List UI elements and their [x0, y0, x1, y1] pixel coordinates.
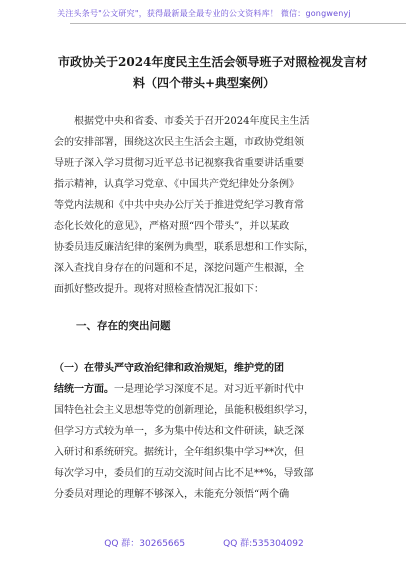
intro-line: 深入查找自身存在的问题和不足，深挖问题产生根源，全	[54, 263, 304, 274]
top-banner: 关注头条号"公文研究"，获得最新最全最专业的公文资料库！ 微信：gongwenyj	[57, 9, 351, 18]
section-paragraph	[54, 358, 360, 505]
intro-paragraph	[54, 111, 360, 300]
intro-line: 根据党中央和省委、市委关于召开2024年度民主生活	[54, 116, 310, 127]
intro-line: 指示精神，认真学习党章、《中国共产党纪律处分条例》	[54, 179, 299, 190]
document-title	[58, 52, 368, 94]
para-line: 分委员对理论的理解不够深入，未能充分领悟“两个确	[54, 489, 290, 500]
para-line: 入研讨和系统研究。据统计，全年组织集中学习**次，但	[54, 447, 304, 458]
title-line-2: 料（四个带头+典型案例）	[132, 76, 276, 90]
para-line: 但学习方式较为单一，多为集中传达和文件研读，缺乏深	[54, 426, 304, 437]
intro-line: 等党内法规和《中共中央办公厅关于推进党纪学习教育常	[54, 200, 304, 211]
intro-line: 导班子深入学习贯彻习近平总书记视察我省重要讲话重要	[54, 158, 304, 169]
para-line: 国特色社会主义思想等党的创新理论，虽能积极组织学习，	[54, 405, 314, 416]
header-rule	[70, 23, 406, 24]
footer-qq-group-1: QQ 群：30265665	[104, 539, 186, 549]
subsection-heading-cont: 结统一方面。	[54, 384, 114, 395]
subsection-text: 一是理论学习深度不足。对习近平新时代中	[114, 384, 304, 395]
subsection-heading: （一）在带头严守政治纪律和政治规矩，维护党的团	[54, 363, 284, 374]
footer	[0, 536, 408, 549]
intro-line: 协委员违反廉洁纪律的案例为典型，联系思想和工作实际，	[54, 242, 314, 253]
title-line-1: 市政协关于2024年度民主生活会领导班子对照检视发言材	[58, 55, 368, 69]
subsection-line-1	[54, 358, 360, 379]
subsection-line-2	[54, 379, 360, 400]
intro-line: 面抓好整改提升。现将对照检查情况汇报如下：	[54, 284, 264, 295]
intro-line: 态化长效化的意见》，严格对照“四个带头”，并以某政	[54, 221, 290, 232]
para-line: 每次学习中，委员们的互动交流时间占比不足**%，导致部	[54, 468, 314, 479]
footer-qq-group-2: QQ 群:535304092	[223, 539, 304, 549]
intro-line: 会的安排部署，围绕这次民主生活会主题，市政协党组领	[54, 137, 304, 148]
section-heading: 一、存在的突出问题	[76, 320, 171, 332]
